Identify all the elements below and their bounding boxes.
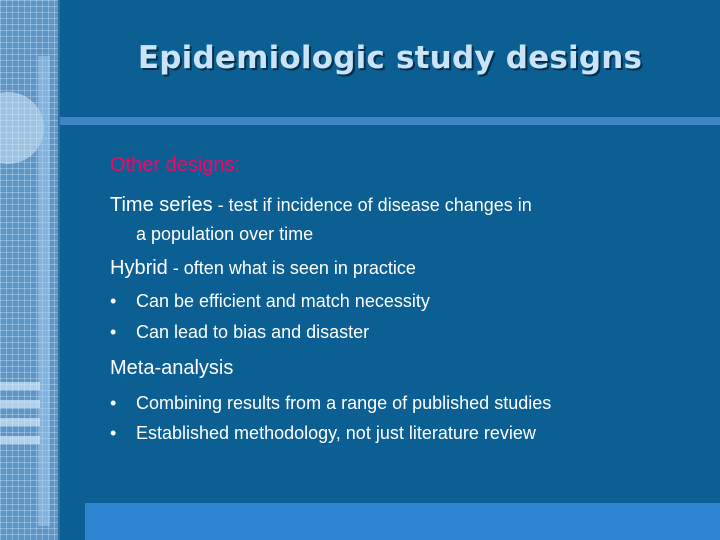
bullet-icon: •: [110, 393, 117, 413]
time-series-term: Time series: [110, 194, 213, 216]
meta-analysis-term: Meta-analysis: [110, 357, 234, 379]
slide-title: Epidemiologic study designs: [137, 40, 643, 76]
list-item: [110, 291, 430, 312]
left-decorative-strip: [0, 0, 60, 540]
bullet-text: Can be efficient and match necessity: [136, 291, 430, 311]
hybrid-line: [110, 257, 416, 280]
decorative-vertical-bar: [38, 56, 50, 526]
bullet-icon: •: [110, 423, 117, 443]
time-series-desc-cont: a population over time: [136, 224, 314, 244]
bullet-text: Combining results from a range of published studies: [136, 393, 552, 413]
title-underline: [60, 117, 720, 125]
decorative-bar: [0, 436, 40, 444]
bottom-accent-bar: [85, 503, 720, 540]
hybrid-term: Hybrid: [110, 257, 168, 279]
bullet-text: Can lead to bias and disaster: [136, 322, 370, 342]
list-item: [110, 322, 369, 343]
list-item: [110, 393, 551, 414]
list-item: [110, 423, 536, 444]
decorative-bar: [0, 418, 40, 426]
hybrid-desc: - often what is seen in practice: [167, 258, 416, 278]
bullet-text: Established methodology, not just literature review: [136, 423, 536, 443]
time-series-line: [110, 194, 532, 217]
bullet-icon: •: [110, 322, 117, 342]
decorative-bar: [0, 400, 40, 408]
decorative-bar: [0, 382, 40, 390]
bullet-icon: •: [110, 291, 117, 311]
strip-edge: [58, 0, 60, 540]
other-designs-heading: Other designs:: [110, 154, 241, 176]
time-series-desc: - test if incidence of disease changes in: [212, 195, 532, 215]
